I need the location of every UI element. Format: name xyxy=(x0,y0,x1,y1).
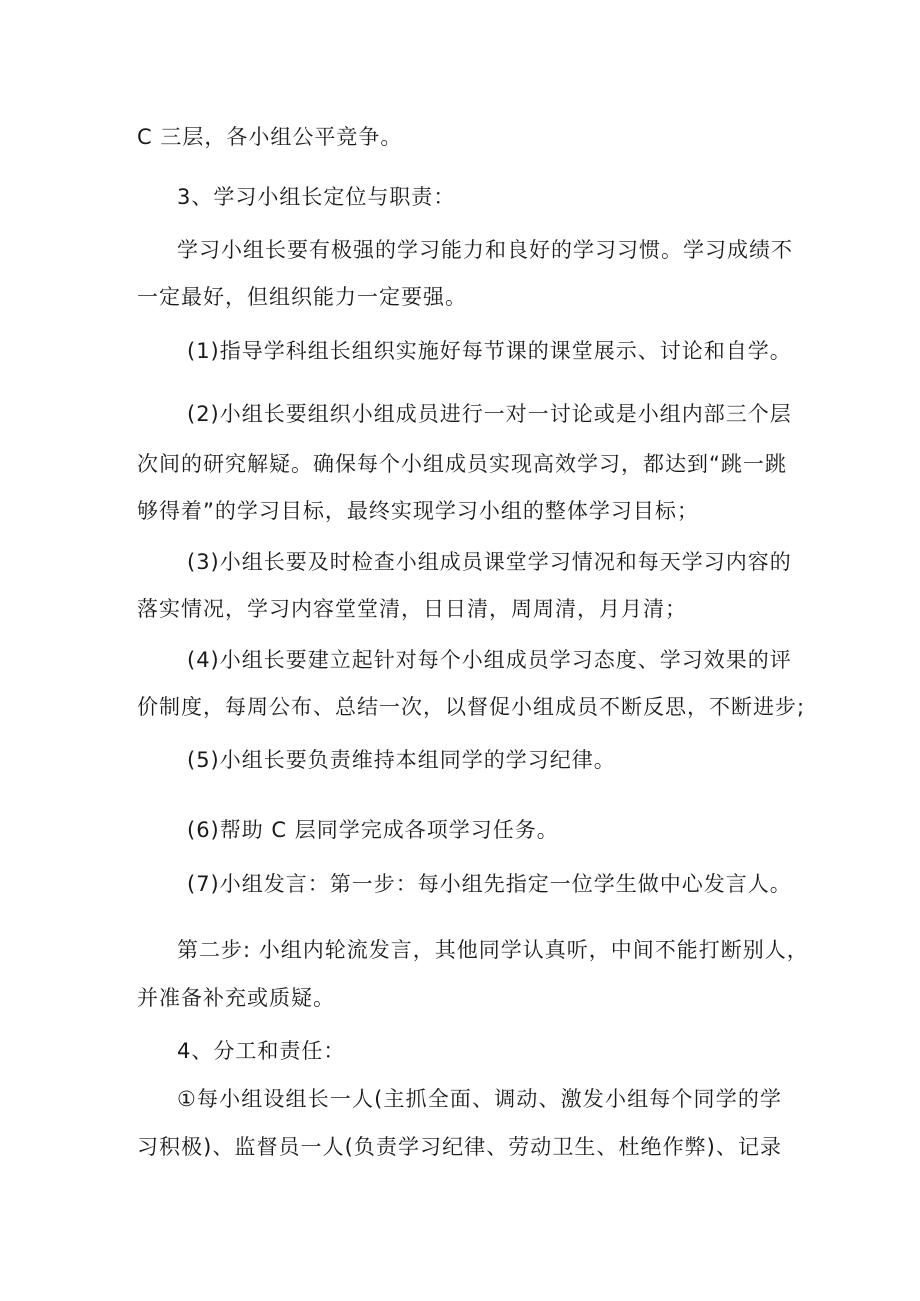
list-item-3-line-2: 落实情况，学习内容堂堂清，日日清，周周清，月月清； xyxy=(137,597,687,621)
section-heading-3: 3、学习小组长定位与职责： xyxy=(177,185,456,209)
list-item-6: (6)帮助 C 层同学完成各项学习任务。 xyxy=(187,818,559,842)
division-item-1-line-1: ①每小组设组长一人(主抓全面、调动、激发小组每个同学的学 xyxy=(177,1087,782,1111)
step-two-line-1: 第二步: 小组内轮流发言，其他同学认真听，中间不能打断别人， xyxy=(177,938,809,962)
list-item-4-line-1: (4)小组长要建立起针对每个小组成员学习态度、学习效果的评 xyxy=(187,648,792,672)
division-item-1-line-2: 习积极)、监督员一人(负责学习纪律、劳动卫生、杜绝作弊)、记录 xyxy=(137,1135,782,1159)
step-two-line-2: 并准备补充或质疑。 xyxy=(137,986,335,1010)
list-item-2-line-1: (2)小组长要组织小组成员进行一对一讨论或是小组内部三个层 xyxy=(187,402,792,426)
section-heading-4: 4、分工和责任： xyxy=(177,1039,346,1063)
text-line-3: 学习小组长要有极强的学习能力和良好的学习习惯。学习成绩不 xyxy=(177,238,793,262)
list-item-2-line-3: 够得着”的学习目标，最终实现学习小组的整体学习目标； xyxy=(137,499,699,523)
list-item-1: (1)指导学科组长组织实施好每节课的课堂展示、讨论和自学。 xyxy=(187,339,792,363)
list-item-4-line-2: 价制度，每周公布、总结一次，以督促小组成员不断反思，不断进步; xyxy=(137,695,806,719)
list-item-2-line-2: 次间的研究解疑。确保每个小组成员实现高效学习，都达到“跳一跳 xyxy=(137,452,787,476)
list-item-5: (5)小组长要负责维持本组同学的学习纪律。 xyxy=(187,748,616,772)
list-item-7: (7)小组发言：第一步：每小组先指定一位学生做中心发言人。 xyxy=(187,872,792,896)
list-item-3-line-1: (3)小组长要及时检查小组成员课堂学习情况和每天学习内容的 xyxy=(187,550,792,574)
text-line-4: 一定最好，但组织能力一定要强。 xyxy=(137,285,467,309)
text-line-1: C 三层，各小组公平竞争。 xyxy=(137,125,403,149)
